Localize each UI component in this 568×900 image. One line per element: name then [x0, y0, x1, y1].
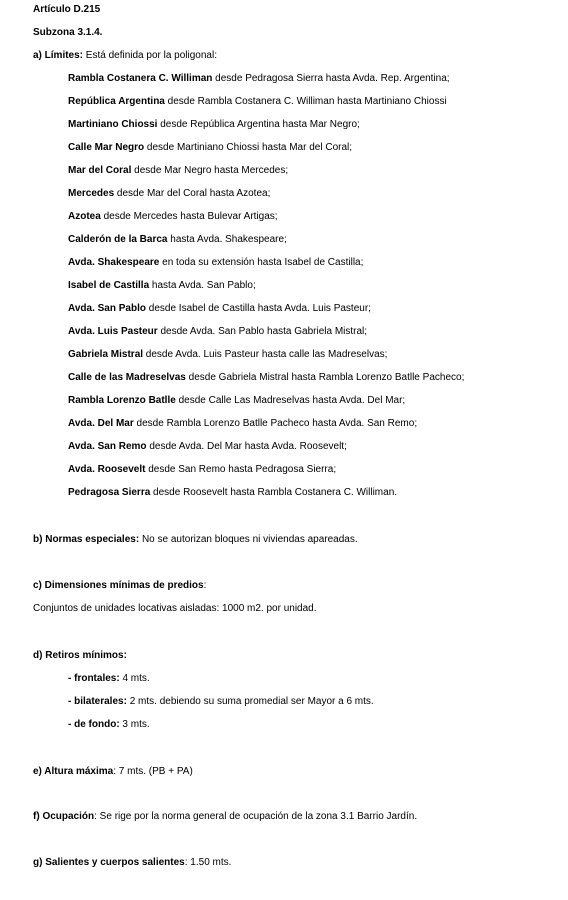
max-height: e) Altura máxima: 7 mts. (PB + PA)	[33, 766, 193, 777]
limit-item: Avda. Roosevelt desde San Remo hasta Pedragosa Sierra;	[68, 464, 337, 475]
setback-item: - de fondo: 3 mts.	[68, 719, 150, 730]
limit-item: Pedragosa Sierra desde Roosevelt hasta Rambla Costanera C. Williman.	[68, 487, 398, 498]
limit-item: Calderón de la Barca hasta Avda. Shakespeare;	[68, 234, 287, 245]
dimensions-heading: c) Dimensiones mínimas de predios:	[33, 580, 207, 591]
limit-item: República Argentina desde Rambla Costanera C. Williman hasta Martiniano Chiossi	[68, 96, 447, 107]
setback-item: - bilaterales: 2 mts. debiendo su suma promedial ser Mayor a 6 mts.	[68, 696, 374, 707]
limit-item: Avda. Luis Pasteur desde Avda. San Pablo hasta Gabriela Mistral;	[68, 326, 368, 337]
subzone-title: Subzona 3.1.4.	[33, 27, 103, 38]
limit-item: Isabel de Castilla hasta Avda. San Pablo;	[68, 280, 256, 291]
limit-item: Rambla Lorenzo Batlle desde Calle Las Madreselvas hasta Avda. Del Mar;	[68, 395, 406, 406]
limit-item: Calle de las Madreselvas desde Gabriela Mistral hasta Rambla Lorenzo Batlle Pacheco;	[68, 372, 465, 383]
special-rules: b) Normas especiales: No se autorizan bloques ni viviendas apareadas.	[33, 534, 358, 545]
limit-item: Mercedes desde Mar del Coral hasta Azotea;	[68, 188, 271, 199]
dimensions-detail: Conjuntos de unidades locativas aisladas: 1000 m2. por unidad.	[33, 603, 317, 614]
limit-item: Avda. Del Mar desde Rambla Lorenzo Batlle Pacheco hasta Avda. San Remo;	[68, 418, 418, 429]
projections: g) Salientes y cuerpos salientes: 1.50 mts.	[33, 857, 232, 868]
limits-heading: a) Límites: Está definida por la poligonal:	[33, 50, 217, 61]
limit-item: Rambla Costanera C. Williman desde Pedragosa Sierra hasta Avda. Rep. Argentina;	[68, 73, 450, 84]
article-title: Artículo D.215	[33, 4, 101, 15]
limit-item: Azotea desde Mercedes hasta Bulevar Artigas;	[68, 211, 278, 222]
limit-item: Avda. San Pablo desde Isabel de Castilla hasta Avda. Luis Pasteur;	[68, 303, 371, 314]
occupation: f) Ocupación: Se rige por la norma general de ocupación de la zona 3.1 Barrio Jardín.	[33, 811, 418, 822]
limit-item: Avda. San Remo desde Avda. Del Mar hasta Avda. Roosevelt;	[68, 441, 347, 452]
limit-item: Gabriela Mistral desde Avda. Luis Pasteur hasta calle las Madreselvas;	[68, 349, 388, 360]
setback-item: - frontales: 4 mts.	[68, 673, 150, 684]
limit-item: Calle Mar Negro desde Martiniano Chiossi hasta Mar del Coral;	[68, 142, 353, 153]
limit-item: Martiniano Chiossi desde República Argentina hasta Mar Negro;	[68, 119, 360, 130]
limit-item: Avda. Shakespeare en toda su extensión hasta Isabel de Castilla;	[68, 257, 364, 268]
limit-item: Mar del Coral desde Mar Negro hasta Mercedes;	[68, 165, 289, 176]
setbacks-heading: d) Retiros mínimos:	[33, 650, 127, 661]
